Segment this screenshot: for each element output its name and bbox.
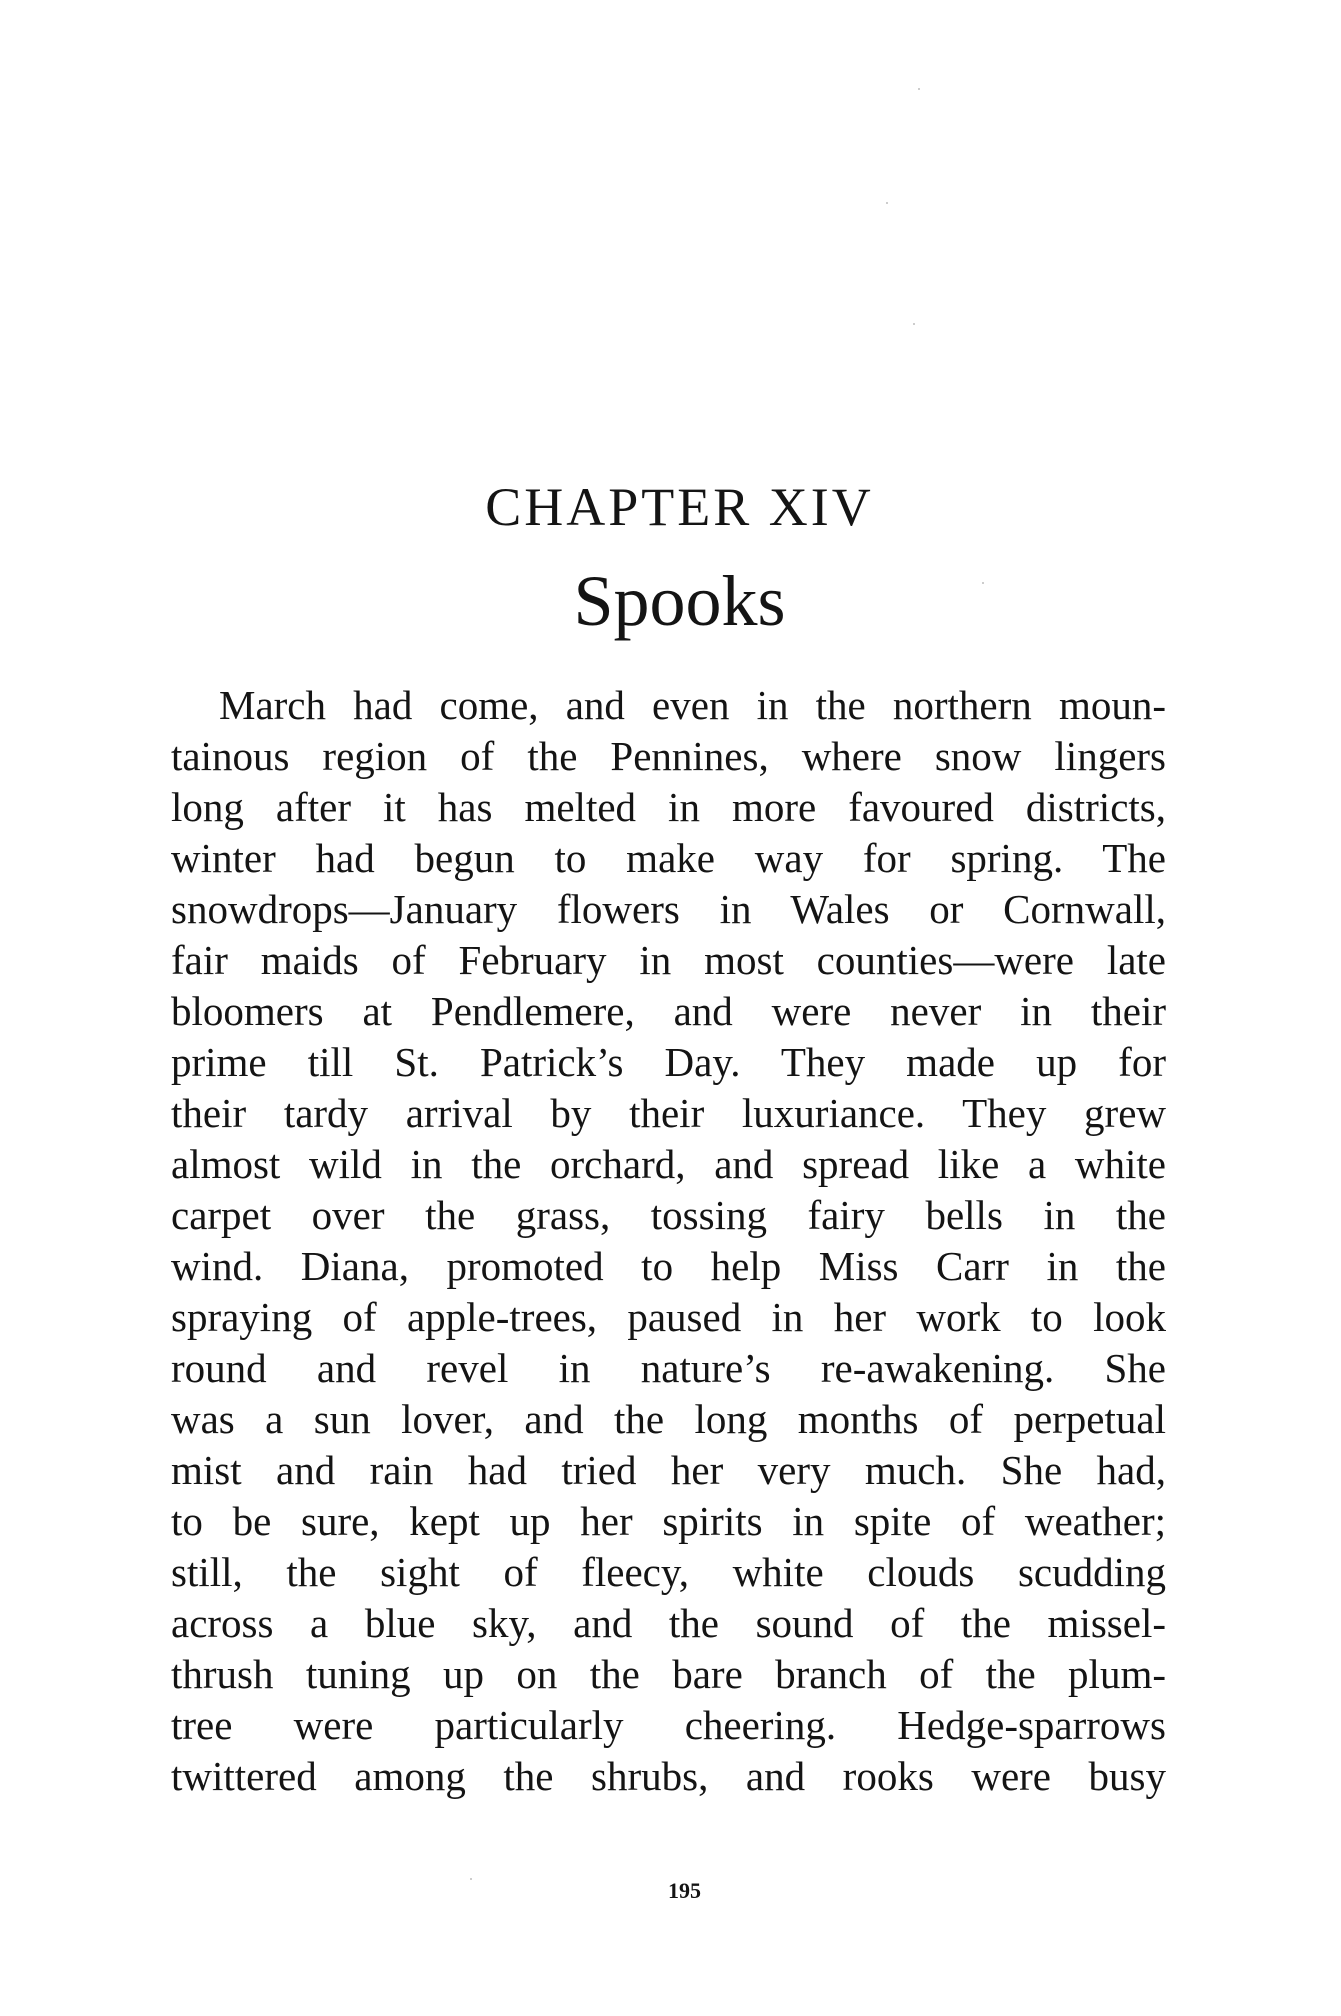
text-line: their tardy arrival by their luxuriance. They grew — [171, 1090, 1166, 1136]
text-line: still, the sight of fleecy, white clouds scudding — [171, 1549, 1166, 1595]
text-line: round and revel in nature’s re-awakening. She — [171, 1345, 1166, 1391]
text-line: fair maids of February in most counties—were late — [171, 937, 1166, 983]
text-line: was a sun lover, and the long months of perpetual — [171, 1396, 1166, 1442]
chapter-heading: CHAPTER XIV — [485, 477, 874, 537]
text-line: almost wild in the orchard, and spread like a white — [171, 1141, 1166, 1187]
text-line: thrush tuning up on the bare branch of the plum- — [171, 1651, 1166, 1697]
text-line: carpet over the grass, tossing fairy bells in the — [171, 1192, 1166, 1238]
text-line: tree were particularly cheering. Hedge-sparrows — [171, 1702, 1166, 1748]
text-line: winter had begun to make way for spring. The — [171, 835, 1166, 881]
text-line: twittered among the shrubs, and rooks were busy — [171, 1753, 1166, 1799]
text-line: prime till St. Patrick’s Day. They made up for — [171, 1039, 1166, 1085]
text-line: across a blue sky, and the sound of the missel- — [171, 1600, 1166, 1646]
text-line: March had come, and even in the northern moun- — [219, 682, 1166, 728]
paper-speck — [913, 323, 915, 325]
body-paragraph — [171, 680, 1166, 1802]
paper-speck — [470, 1878, 472, 1880]
text-line: wind. Diana, promoted to help Miss Carr in the — [171, 1243, 1166, 1289]
text-line: snowdrops—January flowers in Wales or Cornwall, — [171, 886, 1166, 932]
text-line: bloomers at Pendlemere, and were never in their — [171, 988, 1166, 1034]
text-line: tainous region of the Pennines, where snow lingers — [171, 733, 1166, 779]
paper-speck — [886, 202, 888, 204]
text-line: spraying of apple-trees, paused in her work to look — [171, 1294, 1166, 1340]
chapter-title: Spooks — [573, 561, 786, 641]
paper-speck — [982, 582, 984, 584]
text-line: long after it has melted in more favoured districts, — [171, 784, 1166, 830]
text-line: to be sure, kept up her spirits in spite of weather; — [171, 1498, 1166, 1544]
paper-speck — [918, 88, 920, 90]
page-number: 195 — [668, 1878, 701, 1903]
text-line: mist and rain had tried her very much. She had, — [171, 1447, 1166, 1493]
